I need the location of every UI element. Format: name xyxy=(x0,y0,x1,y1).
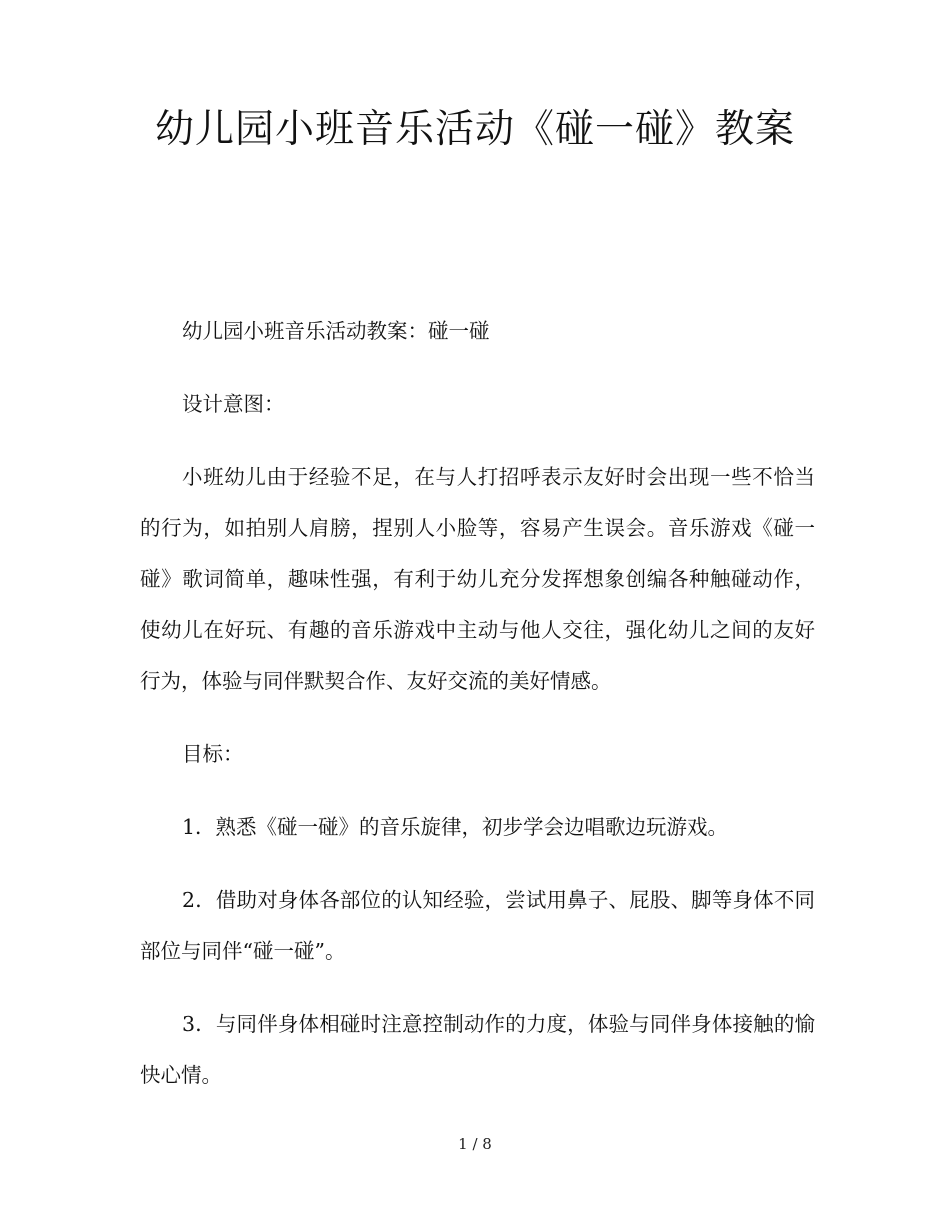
document-body xyxy=(140,306,815,1123)
paragraph-design-intent-heading: 设计意图： xyxy=(182,392,285,416)
page-number: 1 / 8 xyxy=(458,1135,492,1153)
document-title: 幼儿园小班音乐活动《碰一碰》教案 xyxy=(154,107,795,152)
paragraph-goal-3: 3．与同伴身体相碰时注意控制动作的力度，体验与同伴身体接触的愉快心情。 xyxy=(140,1012,815,1087)
paragraph-subtitle: 幼儿园小班音乐活动教案：碰一碰 xyxy=(182,319,490,343)
paragraph-goals-heading: 目标： xyxy=(182,742,244,766)
paragraph-design-intent-body: 小班幼儿由于经验不足，在与人打招呼表示友好时会出现一些不恰当的行为，如拍别人肩膀，捏别人小脸等，容易产生误会。音乐游戏《碰一碰》歌词简单，趣味性强，有利于幼儿充分发挥想象创编各种触碰动作，使幼儿在好玩、有趣的音乐游戏中主动与他人交往，强化幼儿之间的友好行为，体验与同伴默契合作、友好交流的美好情感。 xyxy=(140,465,815,693)
paragraph-goal-2: 2．借助对身体各部位的认知经验，尝试用鼻子、屁股、脚等身体不同部位与同伴“碰一碰”。 xyxy=(140,888,815,963)
paragraph-goal-1: 1．熟悉《碰一碰》的音乐旋律，初步学会边唱歌边玩游戏。 xyxy=(182,815,729,839)
